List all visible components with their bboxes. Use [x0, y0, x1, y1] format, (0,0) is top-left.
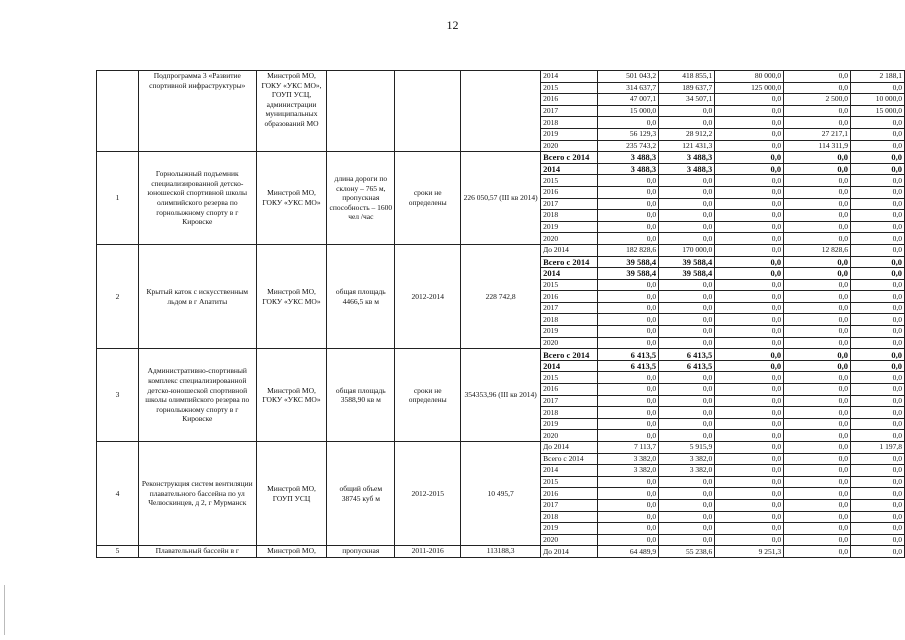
other-sources-cell: 0,0 — [851, 523, 905, 535]
other-sources-cell: 0,0 — [851, 499, 905, 511]
federal-budget-cell: 0,0 — [715, 128, 784, 140]
local-budget-cell: 12 828,6 — [784, 244, 851, 256]
regional-budget-cell: 0,0 — [659, 523, 715, 535]
local-budget-cell: 0,0 — [784, 418, 851, 430]
local-budget-cell: 2 500,0 — [784, 94, 851, 106]
federal-budget-cell: 0,0 — [715, 326, 784, 338]
regional-budget-cell: 0,0 — [659, 198, 715, 210]
federal-budget-cell: 0,0 — [715, 442, 784, 454]
regional-budget-cell: 0,0 — [659, 105, 715, 117]
other-sources-cell: 0,0 — [851, 453, 905, 465]
federal-budget-cell: 0,0 — [715, 198, 784, 210]
total-cell: 3 488,3 — [597, 152, 659, 164]
federal-budget-cell: 0,0 — [715, 221, 784, 233]
other-sources-cell: 0,0 — [851, 244, 905, 256]
year-cell: 2019 — [541, 128, 598, 140]
year-cell: Всего с 2014 — [541, 256, 598, 268]
regional-budget-cell: 0,0 — [659, 326, 715, 338]
local-budget-cell: 0,0 — [784, 407, 851, 419]
other-sources-cell: 0,0 — [851, 418, 905, 430]
year-cell: 2016 — [541, 94, 598, 106]
total-cell: 0,0 — [597, 476, 659, 488]
item-number-cell: 4 — [97, 442, 139, 546]
total-cell: 0,0 — [597, 210, 659, 222]
total-cell: 15 000,0 — [597, 105, 659, 117]
federal-budget-cell: 0,0 — [715, 175, 784, 187]
year-cell: 2020 — [541, 233, 598, 245]
total-cell: 0,0 — [597, 233, 659, 245]
local-budget-cell: 0,0 — [784, 372, 851, 384]
year-cell: 2015 — [541, 279, 598, 291]
total-cell: 182 828,6 — [597, 244, 659, 256]
other-sources-cell: 0,0 — [851, 256, 905, 268]
other-sources-cell: 15 000,0 — [851, 105, 905, 117]
total-cell: 235 743,2 — [597, 140, 659, 152]
executor-cell: Минстрой МО, ГОУП УСЦ — [256, 442, 327, 546]
total-cell: 0,0 — [597, 175, 659, 187]
object-name-cell: Горнолыжный подъемник специализированной детско-юношеской спортивной школы олимпийского резерва по горнолыжному спорту в г Кировске — [138, 152, 256, 245]
regional-budget-cell: 0,0 — [659, 314, 715, 326]
federal-budget-cell: 0,0 — [715, 233, 784, 245]
other-sources-cell: 0,0 — [851, 268, 905, 280]
other-sources-cell: 0,0 — [851, 407, 905, 419]
total-cell: 6 413,5 — [597, 349, 659, 361]
local-budget-cell: 0,0 — [784, 256, 851, 268]
other-sources-cell: 0,0 — [851, 337, 905, 349]
table-row — [97, 71, 905, 83]
regional-budget-cell: 418 855,1 — [659, 71, 715, 83]
table-row — [97, 152, 905, 164]
regional-budget-cell: 0,0 — [659, 476, 715, 488]
total-cell: 56 129,3 — [597, 128, 659, 140]
regional-budget-cell: 3 488,3 — [659, 163, 715, 175]
local-budget-cell: 0,0 — [784, 186, 851, 198]
federal-budget-cell: 0,0 — [715, 279, 784, 291]
regional-budget-cell: 0,0 — [659, 221, 715, 233]
other-sources-cell: 0,0 — [851, 511, 905, 523]
federal-budget-cell: 0,0 — [715, 349, 784, 361]
local-budget-cell: 0,0 — [784, 302, 851, 314]
local-budget-cell: 0,0 — [784, 337, 851, 349]
executor-cell: Минстрой МО, ГОКУ «УКС МО» — [256, 244, 327, 348]
federal-budget-cell: 0,0 — [715, 465, 784, 477]
local-budget-cell: 0,0 — [784, 233, 851, 245]
federal-budget-cell: 125 000,0 — [715, 82, 784, 94]
year-cell: 2018 — [541, 511, 598, 523]
year-cell: 2019 — [541, 326, 598, 338]
total-cell: 0,0 — [597, 499, 659, 511]
regional-budget-cell: 189 637,7 — [659, 82, 715, 94]
year-cell: 2018 — [541, 210, 598, 222]
other-sources-cell: 0,0 — [851, 291, 905, 303]
federal-budget-cell: 0,0 — [715, 372, 784, 384]
regional-budget-cell: 0,0 — [659, 233, 715, 245]
federal-budget-cell: 0,0 — [715, 140, 784, 152]
other-sources-cell: 0,0 — [851, 430, 905, 442]
regional-budget-cell: 3 488,3 — [659, 152, 715, 164]
regional-budget-cell: 0,0 — [659, 210, 715, 222]
federal-budget-cell: 0,0 — [715, 488, 784, 500]
estimated-cost-cell: 10 495,7 — [461, 442, 541, 546]
local-budget-cell: 0,0 — [784, 279, 851, 291]
local-budget-cell: 0,0 — [784, 384, 851, 396]
estimated-cost-cell: 354353,96 (III кв 2014) — [461, 349, 541, 442]
local-budget-cell: 0,0 — [784, 105, 851, 117]
object-name-cell: Крытый каток с искусственным льдом в г Апатиты — [138, 244, 256, 348]
federal-budget-cell: 0,0 — [715, 268, 784, 280]
federal-budget-cell: 0,0 — [715, 430, 784, 442]
regional-budget-cell: 0,0 — [659, 395, 715, 407]
local-budget-cell: 0,0 — [784, 291, 851, 303]
federal-budget-cell: 0,0 — [715, 476, 784, 488]
table-row — [97, 546, 905, 558]
local-budget-cell: 0,0 — [784, 476, 851, 488]
local-budget-cell: 0,0 — [784, 453, 851, 465]
federal-budget-cell: 0,0 — [715, 244, 784, 256]
federal-budget-cell: 0,0 — [715, 152, 784, 164]
program-table — [96, 70, 905, 558]
regional-budget-cell: 0,0 — [659, 418, 715, 430]
capacity-cell: длина дороги по склону – 765 м, пропускная способность – 1600 чел /час — [327, 152, 395, 245]
federal-budget-cell: 0,0 — [715, 384, 784, 396]
total-cell: 501 043,2 — [597, 71, 659, 83]
year-cell: До 2014 — [541, 546, 598, 558]
federal-budget-cell: 0,0 — [715, 94, 784, 106]
regional-budget-cell: 6 413,5 — [659, 349, 715, 361]
other-sources-cell: 0,0 — [851, 534, 905, 546]
estimated-cost-cell: 113188,3 — [461, 546, 541, 558]
local-budget-cell: 0,0 — [784, 349, 851, 361]
year-cell: 2014 — [541, 163, 598, 175]
local-budget-cell: 0,0 — [784, 314, 851, 326]
executor-cell: Минстрой МО, — [256, 546, 327, 558]
total-cell: 0,0 — [597, 523, 659, 535]
object-name-cell: Реконструкция систем вентиляции плавательного бассейна по ул Челюскинцев, д 2, г Мурманск — [138, 442, 256, 546]
executor-cell: Минстрой МО, ГОКУ «УКС МО» — [256, 152, 327, 245]
year-cell: 2016 — [541, 488, 598, 500]
local-budget-cell: 0,0 — [784, 152, 851, 164]
other-sources-cell: 0,0 — [851, 476, 905, 488]
total-cell: 0,0 — [597, 418, 659, 430]
year-cell: 2014 — [541, 360, 598, 372]
other-sources-cell: 0,0 — [851, 546, 905, 558]
total-cell: 0,0 — [597, 291, 659, 303]
year-cell: 2017 — [541, 198, 598, 210]
total-cell: 3 488,3 — [597, 163, 659, 175]
year-cell: 2017 — [541, 499, 598, 511]
regional-budget-cell: 0,0 — [659, 175, 715, 187]
local-budget-cell: 0,0 — [784, 175, 851, 187]
federal-budget-cell: 0,0 — [715, 360, 784, 372]
other-sources-cell: 0,0 — [851, 152, 905, 164]
other-sources-cell: 0,0 — [851, 360, 905, 372]
regional-budget-cell: 28 912,2 — [659, 128, 715, 140]
total-cell: 0,0 — [597, 534, 659, 546]
local-budget-cell: 0,0 — [784, 210, 851, 222]
regional-budget-cell: 0,0 — [659, 407, 715, 419]
regional-budget-cell: 0,0 — [659, 279, 715, 291]
local-budget-cell: 27 217,1 — [784, 128, 851, 140]
regional-budget-cell: 0,0 — [659, 337, 715, 349]
local-budget-cell: 0,0 — [784, 523, 851, 535]
year-cell: 2017 — [541, 302, 598, 314]
local-budget-cell: 0,0 — [784, 511, 851, 523]
regional-budget-cell: 3 382,0 — [659, 465, 715, 477]
local-budget-cell: 0,0 — [784, 82, 851, 94]
regional-budget-cell: 0,0 — [659, 302, 715, 314]
regional-budget-cell: 3 382,0 — [659, 453, 715, 465]
regional-budget-cell: 170 000,0 — [659, 244, 715, 256]
local-budget-cell: 114 311,9 — [784, 140, 851, 152]
regional-budget-cell: 0,0 — [659, 499, 715, 511]
capacity-cell: общий объем 38745 куб м — [327, 442, 395, 546]
other-sources-cell: 0,0 — [851, 384, 905, 396]
estimated-cost-cell — [461, 71, 541, 152]
regional-budget-cell: 6 413,5 — [659, 360, 715, 372]
local-budget-cell: 0,0 — [784, 488, 851, 500]
federal-budget-cell: 0,0 — [715, 407, 784, 419]
total-cell: 0,0 — [597, 384, 659, 396]
year-cell: До 2014 — [541, 442, 598, 454]
regional-budget-cell: 5 915,9 — [659, 442, 715, 454]
total-cell: 0,0 — [597, 186, 659, 198]
year-cell: Всего с 2014 — [541, 453, 598, 465]
total-cell: 0,0 — [597, 326, 659, 338]
federal-budget-cell: 0,0 — [715, 523, 784, 535]
total-cell: 0,0 — [597, 302, 659, 314]
year-cell: 2020 — [541, 534, 598, 546]
other-sources-cell: 0,0 — [851, 140, 905, 152]
estimated-cost-cell: 228 742,8 — [461, 244, 541, 348]
table-row — [97, 442, 905, 454]
local-budget-cell: 0,0 — [784, 221, 851, 233]
regional-budget-cell: 0,0 — [659, 430, 715, 442]
regional-budget-cell: 0,0 — [659, 117, 715, 129]
federal-budget-cell: 0,0 — [715, 105, 784, 117]
local-budget-cell: 0,0 — [784, 499, 851, 511]
federal-budget-cell: 0,0 — [715, 291, 784, 303]
regional-budget-cell: 0,0 — [659, 291, 715, 303]
other-sources-cell: 0,0 — [851, 175, 905, 187]
total-cell: 0,0 — [597, 488, 659, 500]
other-sources-cell: 0,0 — [851, 186, 905, 198]
year-cell: 2015 — [541, 372, 598, 384]
total-cell: 0,0 — [597, 314, 659, 326]
estimated-cost-cell: 226 050,57 (III кв 2014) — [461, 152, 541, 245]
object-name-cell: Подпрограмма 3 «Развитие спортивной инфраструктуры» — [138, 71, 256, 152]
regional-budget-cell: 0,0 — [659, 384, 715, 396]
item-number-cell: 1 — [97, 152, 139, 245]
regional-budget-cell: 0,0 — [659, 534, 715, 546]
federal-budget-cell: 0,0 — [715, 302, 784, 314]
other-sources-cell: 0,0 — [851, 326, 905, 338]
regional-budget-cell: 34 507,1 — [659, 94, 715, 106]
period-cell: сроки не определены — [395, 349, 461, 442]
period-cell: сроки не определены — [395, 152, 461, 245]
other-sources-cell: 0,0 — [851, 302, 905, 314]
item-number-cell — [97, 71, 139, 152]
other-sources-cell: 0,0 — [851, 488, 905, 500]
year-cell: 2018 — [541, 407, 598, 419]
total-cell: 64 489,9 — [597, 546, 659, 558]
total-cell: 0,0 — [597, 198, 659, 210]
other-sources-cell: 0,0 — [851, 395, 905, 407]
federal-budget-cell: 0,0 — [715, 418, 784, 430]
federal-budget-cell: 0,0 — [715, 534, 784, 546]
capacity-cell: пропускная — [327, 546, 395, 558]
scan-edge-mark — [4, 585, 5, 635]
total-cell: 0,0 — [597, 430, 659, 442]
year-cell: 2019 — [541, 418, 598, 430]
total-cell: 0,0 — [597, 117, 659, 129]
other-sources-cell: 0,0 — [851, 163, 905, 175]
table-row — [97, 349, 905, 361]
year-cell: 2016 — [541, 291, 598, 303]
other-sources-cell: 2 188,1 — [851, 71, 905, 83]
period-cell: 2012-2014 — [395, 244, 461, 348]
local-budget-cell: 0,0 — [784, 360, 851, 372]
federal-budget-cell: 9 251,3 — [715, 546, 784, 558]
object-name-cell: Административно-спортивный комплекс специализированной детско-юношеской спортивной школы олимпийского резерва по горнолыжному спорту в г Кировске — [138, 349, 256, 442]
year-cell: 2020 — [541, 140, 598, 152]
year-cell: 2015 — [541, 175, 598, 187]
year-cell: 2017 — [541, 105, 598, 117]
period-cell: 2012-2015 — [395, 442, 461, 546]
total-cell: 0,0 — [597, 279, 659, 291]
capacity-cell — [327, 71, 395, 152]
local-budget-cell: 0,0 — [784, 71, 851, 83]
other-sources-cell: 0,0 — [851, 221, 905, 233]
other-sources-cell: 10 000,0 — [851, 94, 905, 106]
year-cell: 2019 — [541, 523, 598, 535]
other-sources-cell: 0,0 — [851, 82, 905, 94]
regional-budget-cell: 39 588,4 — [659, 256, 715, 268]
period-cell: 2011-2016 — [395, 546, 461, 558]
regional-budget-cell: 55 238,6 — [659, 546, 715, 558]
federal-budget-cell: 0,0 — [715, 395, 784, 407]
year-cell: 2015 — [541, 476, 598, 488]
period-cell — [395, 71, 461, 152]
federal-budget-cell: 0,0 — [715, 210, 784, 222]
total-cell: 3 382,0 — [597, 453, 659, 465]
local-budget-cell: 0,0 — [784, 268, 851, 280]
local-budget-cell: 0,0 — [784, 546, 851, 558]
local-budget-cell: 0,0 — [784, 163, 851, 175]
other-sources-cell: 0,0 — [851, 117, 905, 129]
year-cell: 2014 — [541, 268, 598, 280]
other-sources-cell: 0,0 — [851, 233, 905, 245]
federal-budget-cell: 0,0 — [715, 453, 784, 465]
year-cell: 2018 — [541, 117, 598, 129]
regional-budget-cell: 0,0 — [659, 511, 715, 523]
federal-budget-cell: 0,0 — [715, 499, 784, 511]
local-budget-cell: 0,0 — [784, 534, 851, 546]
local-budget-cell: 0,0 — [784, 117, 851, 129]
federal-budget-cell: 0,0 — [715, 186, 784, 198]
other-sources-cell: 0,0 — [851, 372, 905, 384]
local-budget-cell: 0,0 — [784, 430, 851, 442]
federal-budget-cell: 0,0 — [715, 117, 784, 129]
capacity-cell: общая площадь 4466,5 кв м — [327, 244, 395, 348]
year-cell: 2014 — [541, 71, 598, 83]
federal-budget-cell: 0,0 — [715, 314, 784, 326]
total-cell: 0,0 — [597, 407, 659, 419]
federal-budget-cell: 0,0 — [715, 163, 784, 175]
object-name-cell: Плавательный бассейн в г — [138, 546, 256, 558]
table-row — [97, 244, 905, 256]
federal-budget-cell: 0,0 — [715, 337, 784, 349]
other-sources-cell: 0,0 — [851, 210, 905, 222]
total-cell: 0,0 — [597, 221, 659, 233]
year-cell: 2015 — [541, 82, 598, 94]
page-number: 12 — [446, 18, 459, 32]
federal-budget-cell: 80 000,0 — [715, 71, 784, 83]
total-cell: 7 113,7 — [597, 442, 659, 454]
regional-budget-cell: 39 588,4 — [659, 268, 715, 280]
year-cell: 2016 — [541, 186, 598, 198]
year-cell: 2014 — [541, 465, 598, 477]
total-cell: 39 588,4 — [597, 256, 659, 268]
total-cell: 0,0 — [597, 372, 659, 384]
year-cell: Всего с 2014 — [541, 152, 598, 164]
local-budget-cell: 0,0 — [784, 442, 851, 454]
item-number-cell: 2 — [97, 244, 139, 348]
total-cell: 39 588,4 — [597, 268, 659, 280]
year-cell: 2020 — [541, 337, 598, 349]
total-cell: 0,0 — [597, 337, 659, 349]
other-sources-cell: 0,0 — [851, 128, 905, 140]
year-cell: До 2014 — [541, 244, 598, 256]
year-cell: Всего с 2014 — [541, 349, 598, 361]
other-sources-cell: 0,0 — [851, 465, 905, 477]
total-cell: 0,0 — [597, 395, 659, 407]
regional-budget-cell: 121 431,3 — [659, 140, 715, 152]
total-cell: 314 637,7 — [597, 82, 659, 94]
local-budget-cell: 0,0 — [784, 395, 851, 407]
total-cell: 0,0 — [597, 511, 659, 523]
total-cell: 3 382,0 — [597, 465, 659, 477]
year-cell: 2020 — [541, 430, 598, 442]
local-budget-cell: 0,0 — [784, 326, 851, 338]
year-cell: 2017 — [541, 395, 598, 407]
federal-budget-cell: 0,0 — [715, 511, 784, 523]
regional-budget-cell: 0,0 — [659, 372, 715, 384]
year-cell: 2019 — [541, 221, 598, 233]
executor-cell: Минстрой МО, ГОКУ «УКС МО», ГОУП УСЦ, администрации муниципальных образований МО — [256, 71, 327, 152]
other-sources-cell: 0,0 — [851, 349, 905, 361]
item-number-cell: 5 — [97, 546, 139, 558]
federal-budget-cell: 0,0 — [715, 256, 784, 268]
total-cell: 6 413,5 — [597, 360, 659, 372]
other-sources-cell: 1 197,8 — [851, 442, 905, 454]
year-cell: 2018 — [541, 314, 598, 326]
executor-cell: Минстрой МО, ГОКУ «УКС МО» — [256, 349, 327, 442]
total-cell: 47 007,1 — [597, 94, 659, 106]
other-sources-cell: 0,0 — [851, 279, 905, 291]
year-cell: 2016 — [541, 384, 598, 396]
local-budget-cell: 0,0 — [784, 198, 851, 210]
other-sources-cell: 0,0 — [851, 314, 905, 326]
regional-budget-cell: 0,0 — [659, 186, 715, 198]
item-number-cell: 3 — [97, 349, 139, 442]
regional-budget-cell: 0,0 — [659, 488, 715, 500]
local-budget-cell: 0,0 — [784, 465, 851, 477]
capacity-cell: общая площадь 3588,90 кв м — [327, 349, 395, 442]
other-sources-cell: 0,0 — [851, 198, 905, 210]
